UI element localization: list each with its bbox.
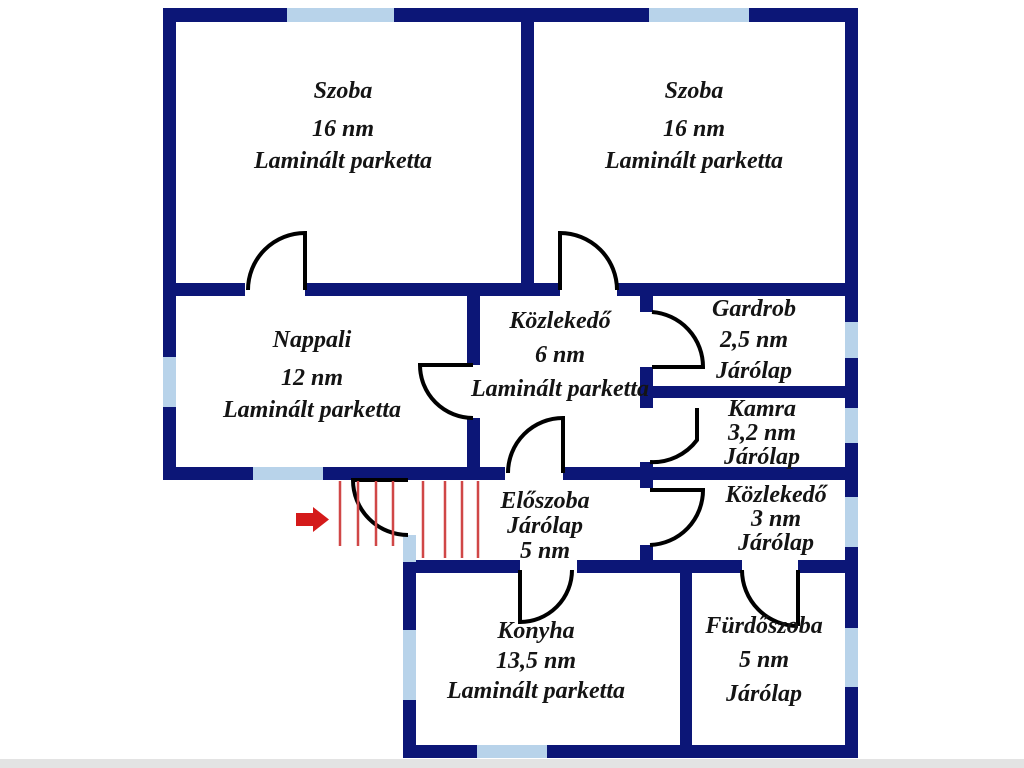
wall-nappali-kozlekedo bbox=[467, 418, 480, 480]
door-szoba1 bbox=[248, 233, 305, 290]
door-eloszoba bbox=[508, 418, 563, 473]
room-name: Fürdőszoba bbox=[705, 613, 823, 639]
room-floor: Járólap bbox=[723, 444, 800, 470]
room-floor: Járólap bbox=[725, 681, 802, 707]
room-name: Nappali bbox=[272, 327, 352, 353]
door-szoba2 bbox=[560, 233, 617, 290]
room-area: 13,5 nm bbox=[495, 648, 576, 674]
wall-between-szoba bbox=[521, 8, 534, 296]
room-label-szoba-2 bbox=[534, 75, 854, 177]
window-szoba1 bbox=[287, 8, 394, 22]
entrance-arrow-icon bbox=[296, 507, 329, 532]
image-bottom-edge bbox=[0, 759, 1024, 768]
room-floor: Laminált parketta bbox=[604, 148, 783, 174]
room-name: Kamra bbox=[727, 396, 796, 422]
window-eloszoba-left bbox=[403, 535, 416, 562]
room-name: Szoba bbox=[313, 78, 373, 104]
room-area: 2,5 nm bbox=[719, 327, 788, 353]
room-area: 6 nm bbox=[534, 342, 585, 368]
room-label-gardrob bbox=[644, 294, 864, 387]
room-label-eloszoba bbox=[435, 489, 655, 564]
room-floor: Járólap bbox=[715, 358, 792, 384]
room-name: Előszoba bbox=[500, 488, 590, 514]
room-area: 16 nm bbox=[311, 116, 374, 142]
room-name: Közlekedő bbox=[509, 308, 611, 334]
room-floor: Járólap bbox=[506, 513, 583, 539]
room-label-konyha bbox=[376, 616, 696, 706]
wall-top bbox=[163, 8, 858, 22]
wall-nappali-bottom bbox=[163, 467, 505, 480]
door-konyha bbox=[520, 570, 572, 622]
room-name: Gardrob bbox=[711, 296, 796, 322]
wall-konyha-left bbox=[403, 700, 416, 758]
wall-bottom bbox=[403, 745, 858, 758]
room-name: Szoba bbox=[664, 78, 724, 104]
room-floor: Laminált parketta bbox=[253, 148, 432, 174]
room-area: 3 nm bbox=[750, 506, 801, 532]
room-label-kozlekedo-3 bbox=[666, 483, 886, 555]
room-name: Közlekedő bbox=[725, 482, 827, 508]
room-floor: Laminált parketta bbox=[470, 376, 649, 402]
room-area: 5 nm bbox=[738, 647, 789, 673]
room-name: Konyha bbox=[497, 618, 575, 644]
room-label-kamra bbox=[652, 397, 872, 469]
room-floor: Járólap bbox=[737, 530, 814, 556]
door-entrance bbox=[353, 480, 408, 535]
room-area: 5 nm bbox=[519, 538, 570, 564]
room-area: 12 nm bbox=[280, 365, 343, 391]
window-szoba2 bbox=[649, 8, 749, 22]
room-floor: Laminált parketta bbox=[446, 678, 625, 704]
window-nappali-bottom bbox=[253, 467, 323, 480]
room-label-szoba-1 bbox=[183, 75, 503, 177]
room-label-furdoszoba bbox=[654, 609, 874, 711]
window-konyha-bottom bbox=[477, 745, 547, 758]
room-floor: Laminált parketta bbox=[222, 397, 401, 423]
room-area: 3,2 nm bbox=[727, 420, 796, 446]
room-area: 16 nm bbox=[662, 116, 725, 142]
